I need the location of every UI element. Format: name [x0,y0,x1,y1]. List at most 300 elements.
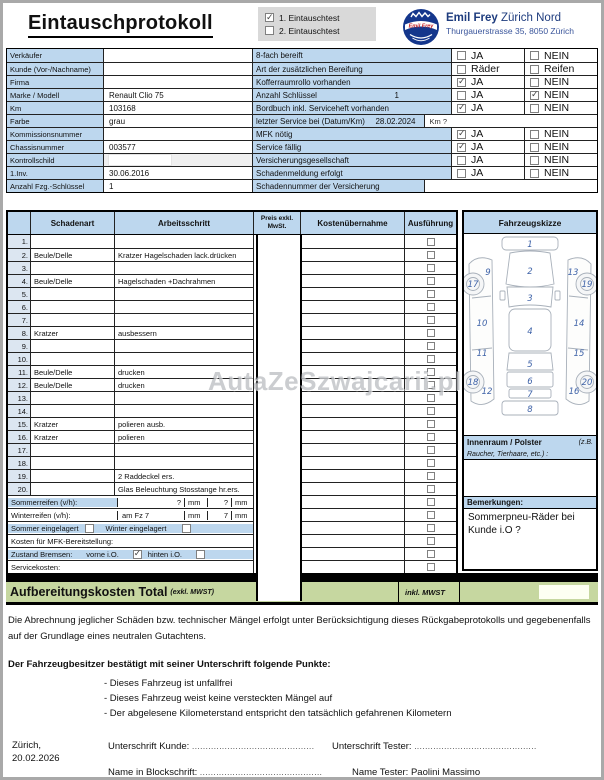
info-row [7,166,597,179]
nein-cell: ✓ NEIN [525,89,597,101]
confirmation-bullets [104,676,451,721]
damage-row-arbeitsschritt[interactable]: ausbessern [115,326,254,339]
damage-row-ausfuehrung-cell [405,443,456,456]
damage-row-arbeitsschritt[interactable]: drucken [115,378,254,391]
damage-row-schadenart[interactable] [31,443,115,456]
company-address: Thurgauerstrasse 35, 8050 Zürich [446,26,575,36]
damage-row-kosten-cell[interactable] [300,352,405,365]
bremsen-hinten-checkbox[interactable] [196,550,205,559]
damage-row [8,287,456,300]
damage-row-kosten-cell[interactable] [300,300,405,313]
zustand-bremsen-label: Zustand Bremsen: [11,549,73,559]
damage-row-ausfuehrung-cell [405,417,456,430]
nein-checkbox[interactable] [530,78,539,87]
damage-row-number: 18. [8,456,31,469]
verkaeufer-value[interactable] [104,49,253,62]
damage-row-number: 7. [8,313,31,326]
anzahl-schluessel-value[interactable]: 1 [394,90,399,100]
service-faellig-label: Service fällig [253,141,452,153]
damage-row-arbeitsschritt[interactable]: Kratzer Hagelschaden lack.drücken [115,248,254,261]
damage-row [8,300,456,313]
kunde-value[interactable] [104,63,253,75]
damage-row-ausfuehrung-cell [405,404,456,417]
damage-row-number: 13. [8,391,31,404]
damage-row-schadenart[interactable] [31,235,115,248]
damage-row-kosten-cell[interactable] [300,235,405,248]
damage-row-arbeitsschritt[interactable] [115,456,254,469]
confirmation-title: Der Fahrzeugbesitzer bestätigt mit seiner Unterschrift folgende Punkte: [8,659,331,670]
sommer-eingelagert-label: Sommer eingelagert [11,523,79,533]
damage-row-ausfuehrung-cell [405,352,456,365]
info-row [7,127,597,140]
damage-row-ausfuehrung-cell [405,235,456,248]
farbe-label: Farbe [7,115,104,127]
damage-row-schadenart[interactable]: Kratzer [31,326,115,339]
ausfuehrung-checkbox[interactable] [427,446,435,454]
svg-text:2: 2 [527,267,533,277]
damage-row-schadenart[interactable]: Kratzer [31,417,115,430]
signature-kunde-line[interactable]: ............................................. [191,742,315,751]
bremsen-vorne-label: vorne i.O. [86,549,119,559]
damage-row-ausfuehrung-cell [405,326,456,339]
nein-cell: NEIN [525,167,597,179]
svg-text:10: 10 [476,319,488,329]
eintauschtest-1-row [265,13,376,23]
damage-row-number: 4. [8,274,31,287]
svg-text:19: 19 [581,280,593,290]
settlement-paragraph: Die Abrechnung jeglicher Schäden bzw. technischer Mängel erfolgt unter Berücksichtigung dieses Rückgabeprotokolls und gegebenenfalls auf der Grundlage eines neutralen Gutachtens. [8,615,591,642]
nein-checkbox[interactable] [530,169,539,178]
schadennummer-value[interactable] [425,180,598,192]
ausfuehrung-checkbox[interactable] [427,420,435,428]
eintauschtest-2-checkbox[interactable] [265,26,274,35]
schadenmeldung-label: Schadenmeldung erfolgt [253,167,452,179]
damage-row-ausfuehrung-cell [405,261,456,274]
damage-row-number: 14. [8,404,31,417]
ja-checkbox[interactable] [457,104,466,113]
damage-row-number: 15. [8,417,31,430]
mm-unit: mm [235,510,248,520]
damage-row [8,339,456,352]
ja-cell: ✓ JA [452,76,525,88]
damage-row-ausfuehrung-cell [405,248,456,261]
damage-row-schadenart[interactable] [31,339,115,352]
ja-checkbox[interactable] [457,169,466,178]
ausfuehrung-header: Ausführung [407,218,454,228]
info-row [7,140,597,153]
ausfuehrung-checkbox[interactable] [427,537,435,545]
ja-checkbox[interactable] [457,143,466,152]
ausfuehrung-checkbox[interactable] [427,238,435,246]
name-blockschrift: Name in Blockschrift: ............................................. [108,767,323,778]
mm-unit: mm [185,498,208,507]
eintauschtest-2-row [265,26,376,36]
svg-text:7: 7 [527,390,533,400]
anzahl-fzg-schluessel-value[interactable]: 1 [104,180,253,192]
bemerkungen-text[interactable]: Sommerpneu-Räder bei Kunde i.O ? [468,512,575,536]
damage-row-number: 2. [8,248,31,261]
svg-text:20: 20 [581,378,593,388]
kontrollschild-value[interactable] [104,154,253,166]
anzahl-fzg-schluessel-label: Anzahl Fzg.-Schlüssel [7,180,104,192]
damage-row-ausfuehrung-cell [405,274,456,287]
damage-row-number: 19. [8,469,31,482]
nein-cell: NEIN [525,76,597,88]
eingelagert-row [8,521,456,534]
damage-row-arbeitsschritt[interactable] [115,287,254,300]
damage-row [8,352,456,365]
marke-modell-value[interactable]: Renault Clio 75 [104,89,253,101]
fahrzeugskizze-header: Fahrzeugskizze [464,212,596,234]
winterreifen-hinten-value[interactable]: 7 [208,511,232,520]
damage-row-number: 12. [8,378,31,391]
bremsen-vorne-checkbox[interactable] [133,550,142,559]
damage-row-kosten-cell[interactable] [300,274,405,287]
fahrzeugskizze-block [462,210,598,571]
svg-text:1: 1 [527,240,533,250]
nein-checkbox[interactable] [530,104,539,113]
damage-row-schadenart[interactable]: Beule/Delle [31,274,115,287]
signature-tester-line[interactable]: ............................................. [414,742,537,751]
ausfuehrung-checkbox[interactable] [427,342,435,350]
nein-cell: NEIN [525,141,597,153]
info-row [7,114,597,127]
ausfuehrung-checkbox[interactable] [427,511,435,519]
preis-header: Preis exkl. MwSt. [260,215,294,230]
damage-row-number: 6. [8,300,31,313]
damage-row-arbeitsschritt[interactable]: drucken [115,365,254,378]
preis-column-strip [256,235,302,601]
car-sketch [464,234,596,435]
mfk-bereitstellung-label: Kosten für MFK-Bereitstellung: [11,536,114,546]
ausfuehrung-checkbox[interactable] [427,550,435,558]
damage-row-ausfuehrung-cell [405,300,456,313]
svg-text:18: 18 [467,378,479,388]
damage-row-number: 3. [8,261,31,274]
info-row [7,153,597,166]
ja-cell: JA [452,154,525,166]
kommissionsnummer-label: Kommissionsnummer [7,128,104,140]
sommerreifen-row [8,495,456,508]
firma-value[interactable] [104,76,253,88]
damage-row-number: 11. [8,365,31,378]
nein-checkbox[interactable] [530,156,539,165]
sommerreifen-label: Sommerreifen (v/h): [8,498,118,507]
info-row [7,101,597,114]
damage-table-body [8,235,456,573]
damage-row-arbeitsschritt[interactable] [115,300,254,313]
inv-value[interactable]: 30.06.2016 [104,167,253,179]
mm-unit: mm [185,511,208,520]
svg-text:9: 9 [485,268,491,278]
damage-row [8,456,456,469]
inv-label: 1.Inv. [7,167,104,179]
kofferraumrollo-label: Kofferraumrollo vorhanden [253,76,452,88]
svg-text:14: 14 [573,319,585,329]
number-column-header [8,212,31,234]
ausfuehrung-checkbox[interactable] [427,472,435,480]
firma-label: Firma [7,76,104,88]
vehicle-info-table [6,48,598,193]
schadenart-header: Schadenart [31,212,115,234]
total-excl-label: (exkl. MWST) [170,588,214,596]
damage-row [8,261,456,274]
nein-checkbox[interactable] [530,130,539,139]
damage-row-ausfuehrung-cell [405,287,456,300]
ja-cell: JA [452,89,525,101]
ja-cell: JA [452,167,525,179]
damage-row-arbeitsschritt[interactable] [115,404,254,417]
innenraum-header: Innenraum / Polster (z.B. Raucher, Tierhaare, etc.) : [464,435,596,460]
km-label: Km [7,102,104,114]
damage-row-schadenart[interactable] [31,456,115,469]
km-value[interactable]: 103168 [104,102,253,114]
total-incl-value-box[interactable] [539,585,589,599]
damage-row-kosten-cell[interactable] [300,456,405,469]
nein-checkbox[interactable] [530,51,539,60]
kosten-cell[interactable] [300,534,405,547]
winterreifen-row [8,508,456,521]
emil-frey-logo-icon [402,8,440,51]
ja-checkbox[interactable] [457,130,466,139]
damage-row [8,430,456,443]
svg-text:13: 13 [567,268,579,278]
damage-row [8,235,456,248]
damage-row-number: 5. [8,287,31,300]
damage-row-ausfuehrung-cell [405,456,456,469]
ja-checkbox[interactable] [457,156,466,165]
ausfuehrung-checkbox[interactable] [427,498,435,506]
nein-checkbox[interactable] [530,143,539,152]
divider-bar [6,573,598,582]
letzter-service-label: letzter Service bei (Datum/Km) 28.02.2024 [253,115,425,127]
kosten-cell[interactable] [300,508,405,521]
mfk-noetig-label: MFK nötig [253,128,452,140]
damage-row-schadenart[interactable]: Beule/Delle [31,378,115,391]
total-label: Aufbereitungskosten Total [10,585,168,599]
ja-checkbox[interactable] [457,78,466,87]
kosten-cell[interactable] [300,495,405,508]
innenraum-value-area[interactable] [464,460,596,496]
bereift-label: 8-fach bereift [253,49,452,62]
bereifung-art-label: Art der zusätzlichen Bereifung [253,63,452,75]
info-row [7,62,597,75]
page-title: Eintauschprotokoll [28,12,213,38]
km-question-note: Km ? [425,115,598,127]
damage-row-kosten-cell[interactable] [300,313,405,326]
raeder-checkbox[interactable] [457,65,466,74]
signature-kunde: Unterschrift Kunde: ............................................. [108,741,315,752]
sommerreifen-hinten-value[interactable]: ? [208,498,232,507]
damage-row-kosten-cell[interactable] [300,469,405,482]
damage-row-schadenart[interactable]: Beule/Delle [31,365,115,378]
versicherung-label: Versicherungsgesellschaft [253,154,452,166]
info-row [7,179,597,192]
damage-row-schadenart[interactable] [31,482,115,495]
ja-checkbox[interactable] [457,91,466,100]
svg-text:3: 3 [527,294,533,304]
winter-eingelagert-label: Winter eingelagert [105,523,167,533]
letzter-service-value[interactable]: 28.02.2024 [375,116,416,126]
kostenuebernahme-header: Kostenübernahme [300,212,405,234]
kosten-cell[interactable] [300,560,405,573]
damage-row-schadenart[interactable] [31,404,115,417]
sommerreifen-vorne-value[interactable]: ? [118,498,185,507]
damage-row-kosten-cell[interactable] [300,339,405,352]
eintauschtest-2-label: 2. Eintauschtest [279,25,340,36]
raeder-cell: Räder [452,63,525,75]
kommissionsnummer-value[interactable] [104,128,253,140]
watermark: AutaZeSzwajcarii.pl [208,366,462,396]
svg-text:6: 6 [527,377,533,387]
svg-text:15: 15 [573,349,585,359]
damage-row-number: 20. [8,482,31,495]
damage-row-kosten-cell[interactable] [300,430,405,443]
damage-row-schadenart[interactable] [31,391,115,404]
damage-row-kosten-cell[interactable] [300,443,405,456]
farbe-value[interactable]: grau [104,115,253,127]
mm-unit: mm [235,497,248,507]
company-name: Emil Frey Zürich Nord [446,12,562,24]
svg-text:4: 4 [527,327,533,337]
ausfuehrung-checkbox[interactable] [427,316,435,324]
ausfuehrung-checkbox[interactable] [427,277,435,285]
bordbuch-label: Bordbuch inkl. Serviceheft vorhanden [253,102,452,114]
damage-row-number: 17. [8,443,31,456]
total-incl-label: inkl. MWST [398,582,459,602]
damage-row-arbeitsschritt[interactable] [115,443,254,456]
test-checkbox-panel [258,7,376,41]
kosten-cell[interactable] [300,547,405,560]
damage-row-ausfuehrung-cell [405,469,456,482]
servicekosten-row [8,560,456,573]
chassisnummer-value[interactable]: 003577 [104,141,253,153]
ausfuehrung-checkbox[interactable] [427,485,435,493]
damage-table-header [8,212,456,235]
total-row [6,582,598,605]
ja-checkbox[interactable] [457,51,466,60]
info-row [7,75,597,88]
ausfuehrung-checkbox[interactable] [427,407,435,415]
kunde-label: Kunde (Vor-/Nachname) [7,63,104,75]
nein-cell: NEIN [525,154,597,166]
ja-cell: ✓ JA [452,141,525,153]
damage-row-arbeitsschritt[interactable] [115,313,254,326]
reifen-cell: Reifen [525,63,597,75]
damage-row-schadenart[interactable] [31,469,115,482]
damage-row-ausfuehrung-cell [405,482,456,495]
ausfuehrung-checkbox[interactable] [427,290,435,298]
signature-tester: Unterschrift Tester: ............................................. [332,741,537,752]
name-blockschrift-line[interactable]: ............................................. [199,768,323,777]
chassisnummer-label: Chassisnummer [7,141,104,153]
damage-row-ausfuehrung-cell [405,339,456,352]
damage-row [8,248,456,261]
sommer-eingelagert-checkbox[interactable] [85,524,94,533]
damage-row [8,443,456,456]
ja-cell: JA [452,49,525,62]
damage-row-arbeitsschritt[interactable]: Glas Beleuchtung Stosstange hr.ers. [115,482,254,495]
damage-row [8,404,456,417]
damage-row-kosten-cell[interactable] [300,417,405,430]
ausfuehrung-checkbox[interactable] [427,563,435,571]
damage-row-arbeitsschritt[interactable]: Hagelschaden +Dachrahmen [115,274,254,287]
damage-row-arbeitsschritt[interactable] [115,352,254,365]
ausfuehrung-checkbox[interactable] [427,264,435,272]
ausfuehrung-checkbox[interactable] [427,459,435,467]
damage-row [8,417,456,430]
ausfuehrung-checkbox[interactable] [427,303,435,311]
ja-cell: ✓ JA [452,128,525,140]
damage-row-ausfuehrung-cell [405,313,456,326]
damage-row [8,274,456,287]
ausfuehrung-checkbox[interactable] [427,251,435,259]
svg-text:5: 5 [527,360,533,370]
damage-row-schadenart[interactable]: Kratzer [31,430,115,443]
damage-row-arbeitsschritt[interactable] [115,339,254,352]
damage-row-kosten-cell[interactable] [300,482,405,495]
damage-row [8,313,456,326]
damage-row-arbeitsschritt[interactable] [115,261,254,274]
damage-row [8,469,456,482]
servicekosten-label: Servicekosten: [11,562,61,572]
damage-row-schadenart[interactable] [31,261,115,274]
damage-row-kosten-cell[interactable] [300,404,405,417]
ausfuehrung-checkbox[interactable] [427,355,435,363]
damage-row-kosten-cell[interactable] [300,326,405,339]
ausfuehrung-checkbox[interactable] [427,524,435,532]
damage-row-schadenart[interactable] [31,352,115,365]
damage-row-kosten-cell[interactable] [300,248,405,261]
svg-text:Emil Frey: Emil Frey [408,23,434,30]
damage-row-arbeitsschritt[interactable]: polieren [115,430,254,443]
name-tester: Name Tester: Paolini Massimo [352,767,481,778]
ausfuehrung-checkbox[interactable] [427,433,435,441]
winterreifen-vorne-value[interactable]: am Fz 7 [118,511,185,520]
svg-text:12: 12 [481,387,493,397]
svg-text:17: 17 [467,280,479,290]
nein-cell: NEIN [525,128,597,140]
damage-row-arbeitsschritt[interactable] [115,235,254,248]
kosten-cell[interactable] [300,521,405,534]
damage-row-schadenart[interactable] [31,313,115,326]
ja-cell: ✓ JA [452,102,525,114]
damage-row-kosten-cell[interactable] [300,261,405,274]
winter-eingelagert-checkbox[interactable] [182,524,191,533]
nein-checkbox[interactable] [530,91,539,100]
marke-modell-label: Marke / Modell [7,89,104,101]
reifen-checkbox[interactable] [530,65,539,74]
damage-row-number: 10. [8,352,31,365]
ausfuehrung-checkbox[interactable] [427,329,435,337]
damage-row-schadenart[interactable]: Beule/Delle [31,248,115,261]
arbeitsschritt-header: Arbeitsschritt [115,212,254,234]
damage-row-number: 8. [8,326,31,339]
damage-row-kosten-cell[interactable] [300,287,405,300]
damage-row-arbeitsschritt[interactable]: 2 Raddeckel ers. [115,469,254,482]
svg-text:11: 11 [476,349,488,359]
eintauschtest-1-checkbox[interactable] [265,13,274,22]
kontrollschild-label: Kontrollschild [7,154,104,166]
damage-row-number: 16. [8,430,31,443]
bullet-unfallfrei: - Dieses Fahrzeug ist unfallfrei [104,678,233,689]
damage-row-schadenart[interactable] [31,300,115,313]
damage-row-arbeitsschritt[interactable]: polieren ausb. [115,417,254,430]
nein-cell: NEIN [525,49,597,62]
anzahl-schluessel-label: Anzahl Schlüssel 1 [253,89,452,101]
eintauschtest-1-label: 1. Eintauschtest [279,12,340,23]
damage-row-schadenart[interactable] [31,287,115,300]
